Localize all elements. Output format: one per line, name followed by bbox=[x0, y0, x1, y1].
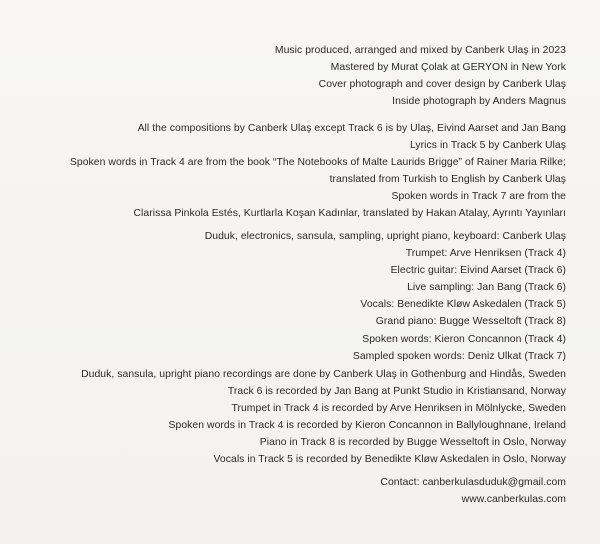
recording-line: Spoken words in Track 4 is recorded by Kieron Concannon in Ballyloughnane, Ireland bbox=[168, 420, 566, 432]
production-line: Music produced, arranged and mixed by Canberk Ulaş in 2023 bbox=[274, 45, 566, 56]
personnel-credits bbox=[205, 228, 566, 365]
contact-email: Contact: canberkulasduduk@gmail.com bbox=[380, 477, 566, 488]
contact-info bbox=[380, 474, 566, 508]
personnel-line: Spoken words: Kieron Concannon (Track 4) bbox=[362, 333, 566, 345]
mastering-line: Mastered by Murat Çolak at GERYON in New York bbox=[330, 62, 566, 74]
lyrics-line: Lyrics in Track 5 by Canberk Ulaş bbox=[409, 140, 566, 152]
personnel-line: Grand piano: Bugge Wesseltoft (Track 8) bbox=[375, 316, 566, 328]
personnel-line: Duduk, electronics, sansula, sampling, upright piano, keyboard: Canberk Ulaş bbox=[204, 231, 566, 242]
recording-line: Piano in Track 8 is recorded by Bugge Wesseltoft in Oslo, Norway bbox=[259, 437, 566, 449]
spoken-words-track4-line: Spoken words in Track 4 are from the book “The Notebooks of Malte Laurids Brigge” of Rainer Maria Rilke; bbox=[69, 157, 566, 169]
personnel-line: Electric guitar: Eivind Aarset (Track 6) bbox=[390, 265, 566, 277]
translation-line: translated from Turkish to English by Canberk Ulaş bbox=[329, 174, 566, 186]
recording-line: Trumpet in Track 4 is recorded by Arve Henriksen in Mölnlycke, Sweden bbox=[231, 403, 566, 415]
cover-design-line: Cover photograph and cover design by Canberk Ulaş bbox=[318, 79, 566, 91]
personnel-line: Trumpet: Arve Henriksen (Track 4) bbox=[405, 248, 566, 260]
recording-line: Track 6 is recorded by Jan Bang at Punkt Studio in Kristiansand, Norway bbox=[227, 386, 566, 398]
inside-photo-line: Inside photograph by Anders Magnus bbox=[392, 96, 566, 108]
compositions-line: All the compositions by Canberk Ulaş except Track 6 is by Ulaş, Eivind Aarset and Jan Bang bbox=[137, 123, 566, 134]
personnel-line: Vocals: Benedikte Kløw Askedalen (Track 5) bbox=[360, 299, 566, 311]
composition-credits bbox=[70, 120, 566, 223]
recording-line: Duduk, sansula, upright piano recordings are done by Canberk Ulaş in Gothenburg and Hindås, Sweden bbox=[81, 369, 566, 380]
personnel-line: Live sampling: Jan Bang (Track 6) bbox=[407, 282, 566, 294]
production-credits bbox=[275, 42, 566, 110]
recording-line: Vocals in Track 5 is recorded by Benedikte Kløw Askedalen in Oslo, Norway bbox=[213, 454, 566, 466]
recording-credits bbox=[81, 366, 566, 469]
website-url: www.canberkulas.com bbox=[461, 494, 566, 506]
personnel-line: Sampled spoken words: Deniz Ulkat (Track 7) bbox=[352, 350, 566, 362]
source-book-line: Clarissa Pinkola Estés, Kurtlarla Koşan Kadınlar, translated by Hakan Atalay, Ayrıntı Yayınları bbox=[133, 208, 566, 220]
spoken-words-track7-line: Spoken words in Track 7 are from the bbox=[391, 191, 566, 203]
